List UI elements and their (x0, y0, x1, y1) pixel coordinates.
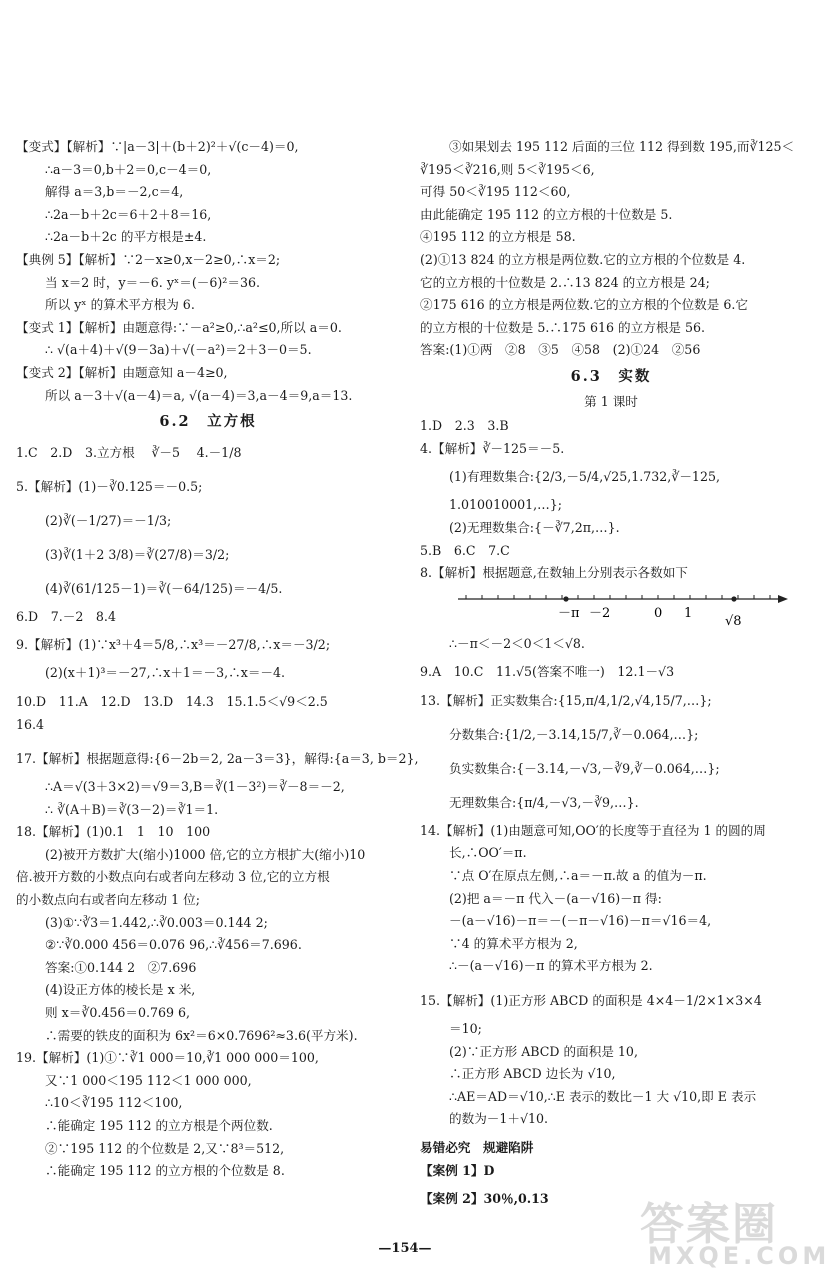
text-line: ∴ ∛(A＋B)＝∛(3－2)＝∛1＝1. (45, 801, 219, 817)
text-line: 可得 50＜∛195 112＜60, (420, 184, 571, 200)
text-line: 13.【解析】正实数集合:{15,π/4,1/2,√4,15/7,…}; (420, 692, 712, 708)
text-line: (2)∵正方形 ABCD 的面积是 10, (449, 1043, 638, 1059)
text-line: ∴ √(a＋4)＋√(9－3a)＋√(－a²)＝2＋3－0＝5. (45, 342, 312, 358)
text-line: 9.【解析】(1)∵x³＋4＝5/8,∴x³＝－27/8,∴x＝－3/2; (16, 637, 331, 653)
text-line: ∴需要的铁皮的面积为 6x²＝6×0.7696²≈3.6(平方米). (45, 1027, 358, 1043)
watermark-logo (640, 1188, 830, 1272)
text-line: 又∵1 000＜195 112＜1 000 000, (45, 1072, 252, 1088)
text-line: ∵点 O′在原点左侧,∴a＝－π.故 a 的值为－π. (449, 868, 707, 884)
text-line: 的小数点向右或者向左移动 1 位; (16, 892, 200, 908)
text-line: ④195 112 的立方根是 58. (420, 229, 576, 245)
text-line: ∴正方形 ABCD 边长为 √10, (449, 1066, 616, 1082)
text-line: ＝10; (449, 1021, 482, 1037)
text-line: ∴－(a－√16)－π 的算术平方根为 2. (449, 958, 653, 974)
text-line: ∴2a－b＋2c 的平方根是±4. (45, 229, 207, 245)
text-line: 解得 a＝3,b＝－2,c＝4, (45, 184, 184, 200)
text-line: (2)无理数集合:{－∛7,2π,…}. (449, 519, 620, 535)
page-number: —154— (378, 1241, 432, 1256)
text-line: (4)∛(61/125－1)＝∛(－64/125)＝－4/5. (45, 580, 283, 596)
text-line: 所以 yˣ 的算术平方根为 6. (45, 297, 195, 313)
text-line: 4.【解析】∛－125＝－5. (420, 440, 565, 456)
text-line: 17.【解析】根据题意得:{6－2b＝2, 2a－3＝3}，解得:{a＝3, b＝2}, (16, 751, 419, 767)
text-line: 6.2 立方根 (159, 413, 257, 431)
text-line: ②175 616 的立方根是两位数.它的立方根的个位数是 6.它 (420, 297, 748, 313)
number-line-point-sqrt8 (731, 596, 736, 601)
text-line: －(a－√16)－π＝－(－π－√16)－π＝√16＝4, (449, 913, 712, 929)
text-line: 9.A 10.C 11.√5(答案不唯一) 12.1－√3 (420, 664, 675, 680)
text-line: (2)把 a＝－π 代入－(a－√16)－π 得: (449, 890, 662, 906)
text-line: ∴10＜∛195 112＜100, (45, 1095, 183, 1111)
number-line-label-0: 0 (654, 605, 663, 621)
text-line: 6.D 7.－2 8.4 (16, 608, 116, 624)
text-line: 所以 a－3＋√(a－4)＝a, √(a－4)＝3,a－4＝9,a＝13. (45, 387, 353, 403)
text-line: 6.3 实数 (570, 367, 652, 385)
number-line-label-sqrt8: √8 (725, 613, 742, 629)
text-line: (2)被开方数扩大(缩小)1000 倍,它的立方根扩大(缩小)10 (45, 846, 366, 862)
text-line: ②∵195 112 的个位数是 2,又∵8³＝512, (45, 1140, 285, 1156)
number-line-point-neg-pi (563, 596, 568, 601)
text-line: (1)有理数集合:{2/3,－5/4,√25,1.732,∛－125, (449, 469, 720, 485)
text-line: 第 1 课时 (584, 393, 638, 409)
text-line: 负实数集合:{－3.14,－√3,－∛9,∛－0.064,…}; (449, 760, 720, 776)
text-line: 5.【解析】(1)－∛0.125＝－0.5; (16, 478, 203, 494)
text-line: ∴能确定 195 112 的立方根的个位数是 8. (45, 1163, 285, 1179)
text-line: 15.【解析】(1)正方形 ABCD 的面积是 4×4－1/2×1×3×4 (420, 993, 762, 1009)
text-line: (3)①∵∛3＝1.442,∴∛0.003＝0.144 2; (45, 914, 268, 930)
text-line: 倍.被开方数的小数点向右或者向左移动 3 位,它的立方根 (16, 869, 330, 885)
text-line: ③如果划去 195 112 后面的三位 112 得到数 195,而∛125＜ (449, 139, 795, 154)
text-line: 【变式】【解析】∵|a－3|＋(b＋2)²＋√(c－4)＝0, (16, 139, 299, 154)
text-line: 【典例 5】【解析】∵2－x≥0,x－2≥0,∴x＝2; (16, 251, 281, 267)
text-line: (3)∛(1＋2 3/8)＝∛(27/8)＝3/2; (45, 546, 230, 562)
number-line-arrow (778, 595, 788, 603)
text-line: 1.D 2.3 3.B (420, 418, 509, 434)
number-line-label-1: 1 (684, 605, 693, 621)
text-line: 分数集合:{1/2,－3.14,15/7,∛－0.064,…}; (449, 726, 699, 742)
text-line: 18.【解析】(1)0.1 1 10 100 (16, 824, 211, 840)
text-line: (2)∛(－1/27)＝－1/3; (45, 512, 172, 528)
text-line: ∵4 的算术平方根为 2, (449, 935, 578, 951)
text-line: 易错必究 规避陷阱 (420, 1140, 534, 1155)
right-column (420, 136, 802, 1211)
text-line: 5.B 6.C 7.C (420, 542, 510, 558)
number-line-label-neg-2: －2 (589, 605, 611, 621)
text-line: 1.C 2.D 3.立方根 ∛－5 4.－1/8 (16, 444, 242, 460)
text-line: 14.【解析】(1)由题意可知,OO′的长度等于直径为 1 的圆的周 (420, 822, 766, 838)
text-line: 的数为－1＋√10. (449, 1111, 549, 1127)
text-line: 19.【解析】(1)①∵∛1 000＝10,∛1 000 000＝100, (16, 1050, 319, 1066)
left-column (16, 136, 419, 1183)
text-line: 由此能确定 195 112 的立方根的十位数是 5. (420, 206, 673, 222)
text-line: ∴AE＝AD＝√10,∴E 表示的数比－1 大 √10,即 E 表示 (449, 1088, 757, 1104)
text-line: 【案例 1】D (420, 1162, 495, 1178)
text-line: 10.D 11.A 12.D 13.D 14.3 15.1.5＜√9＜2.5 (16, 693, 328, 709)
text-line: 【变式 1】【解析】由题意得:∵－a²≥0,∴a²≤0,所以 a＝0. (16, 319, 342, 335)
right-column-top (420, 136, 802, 585)
text-line: 【案例 2】30％,0.13 (420, 1191, 549, 1207)
text-line: 8.【解析】根据题意,在数轴上分别表示各数如下 (420, 565, 688, 581)
text-line: 16.4 (16, 716, 45, 732)
text-line: (2)①13 824 的立方根是两位数.它的立方根的个位数是 4. (420, 251, 746, 267)
watermark-url: MXQE.COM (648, 1242, 830, 1270)
text-line: 长,∴OO′＝π. (449, 845, 527, 861)
text-line: 的立方根的十位数是 5.∴175 616 的立方根是 56. (420, 319, 706, 335)
text-line: (4)设正方体的棱长是 x 米, (45, 982, 196, 998)
right-column-bottom (420, 633, 802, 1211)
text-line: 无理数集合:{π/4,－√3,－∛9,…}. (449, 794, 639, 810)
text-line: 答案:①0.144 2 ②7.696 (45, 959, 197, 975)
text-line: ∴2a－b＋2c＝6＋2＋8＝16, (45, 206, 212, 222)
text-line: ②∵∛0.000 456＝0.076 96,∴∛456＝7.696. (45, 937, 302, 953)
text-line: 答案:(1)①两 ②8 ③5 ④58 (2)①24 ②56 (420, 342, 701, 358)
text-line: (2)(x＋1)³＝－27,∴x＋1＝－3,∴x＝－4. (45, 665, 286, 681)
number-line-label-neg-pi: －π (558, 605, 580, 621)
number-line-figure (458, 587, 788, 633)
text-line: ∴能确定 195 112 的立方根是个两位数. (45, 1118, 273, 1133)
text-line: 【变式 2】【解析】由题意知 a－4≥0, (16, 364, 228, 380)
text-line: 它的立方根的十位数是 2.∴13 824 的立方根是 24; (420, 274, 710, 290)
text-line: 则 x＝∛0.456＝0.769 6, (45, 1005, 191, 1021)
text-line: 1.010010001,…}; (449, 497, 562, 513)
text-line: ∛195＜∛216,则 5＜∛195＜6, (420, 161, 595, 177)
text-line: ∴a－3＝0,b＋2＝0,c－4＝0, (45, 161, 212, 177)
watermark-text: 答案圈 (640, 1199, 778, 1250)
text-line: ∴A＝√(3＋3×2)＝√9＝3,B＝∛(1－3²)＝∛－8＝－2, (45, 779, 345, 795)
text-line: 当 x＝2 时，y＝－6. yˣ＝(－6)²＝36. (45, 274, 260, 290)
text-line: ∴－π＜－2＜0＜1＜√8. (449, 635, 585, 651)
